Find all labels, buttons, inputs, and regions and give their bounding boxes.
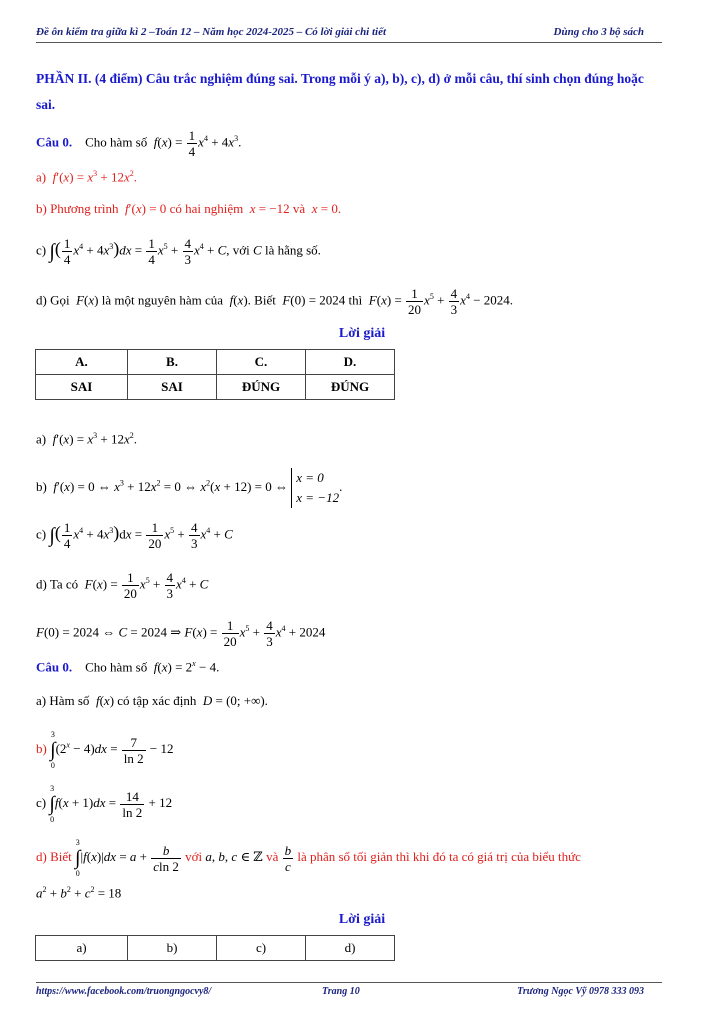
sol1-c-label: c) [36,526,47,542]
q2-option-d: d) Biết 3 ∫ 0|f(x)|dx = a + $\frac{b}{cln 2}$ với a, b, c ∈ ℤ và $\frac{b}{c}$ là phân số tối giản thì khi đó ta có giá trị của biểu thức [36,838,581,878]
q1-c-tail2: là hằng số. [264,242,321,258]
header-divider [36,42,662,43]
q1-c-tail: , với [226,242,250,258]
q1-c-label: c) [36,242,47,258]
q2-a-text: a) Hàm số [36,693,90,708]
q2-c-label: c) [36,794,47,810]
q1-b-and: và [292,201,306,216]
table1-value-b: SAI [128,375,217,400]
q2-b-label: b) [36,740,47,756]
q2-d-mid: với [185,848,203,864]
q2-d-tail: là phân số tối giản thì khi đó ta có giá trị của biểu thức [297,848,581,864]
sol1-d: d) Ta có F(x) = $\frac{1}{20}$ $x^5$ + $\frac{4}{3}$ $x^4 + C$ [36,570,209,601]
q1-b-label: b) Phương trình [36,201,119,216]
q1-option-a: a) $f'(x) = x^3 + 12x^2$. [36,169,138,185]
solution-heading-1: Lời giải [338,326,386,341]
sol1-a: a) $f'(x) = x^3 + 12x^2$. [36,431,138,447]
footer-link[interactable]: https://www.facebook.com/truongngocvy8/ [36,986,212,997]
solution-heading-2: Lời giải [338,912,386,927]
table1-value-d: ĐÚNG [306,375,395,400]
q2-option-c: c) 3 ∫ 0f(x + 1)dx = $\frac{14}{\ln 2}$ + 12 [36,784,173,824]
header-right: Dùng cho 3 bộ sách [553,26,644,38]
q2-option-d-expression: $a^2 + b^2 + c^2 = 18$ [36,885,122,901]
sol1-d-result: F(0) = 2024 ⇔ C = 2024 ⇒ F(x) = $\frac{1}{20}$ $x^5$ + $\frac{4}{3}$ $x^4 + 2024$ [36,618,326,649]
q1-d-mid2: . Biết [247,292,276,308]
table1-value-c: ĐÚNG [217,375,306,400]
table1-value-a: SAI [36,375,128,400]
q2-option-a: a) Hàm số f(x) có tập xác định D = (0; +∞). [36,693,268,708]
sol1-b-label: b) [36,478,47,494]
answer-table-1 [35,349,395,400]
table1-header-d: D. [306,350,395,375]
question-2-stem: Câu 0. Cho hàm số $f(x) = 2^x - 4$. [36,659,220,675]
sol1-c: c) ∫( $\frac{1}{4}$ $x^4 + 4x^3)dx$ = $\frac{1}{20}$ $x^5$ + $\frac{4}{3}$ $x^4 + C$ [36,520,233,551]
question-text: Cho hàm số [85,134,148,150]
table2-header-d: d) [306,936,395,961]
footer-author: Trương Ngọc Vỹ 0978 333 093 [517,986,644,997]
sol1-a-label: a) [36,431,47,447]
header-title: Đề ôn kiểm tra giữa kì 2 –Toán 12 – Năm học 2024-2025 – Có lời giải chi tiết [36,26,387,38]
q1-b-mid: có hai nghiệm [169,201,244,216]
q1-option-c: c) ∫( $\frac{1}{4}$ $x^4 + 4x^3)dx$ = $\frac{1}{4}$ $x^5$ + $\frac{4}{3}$ $x^4 + C$, với C là hằng số. [36,236,321,267]
table1-header-a: A. [36,350,128,375]
sol1-b: b) f′(x) = 0 ⇔ $x^3 + 12x^2 = 0$ ⇔ $x^2(x + 12) = 0$ ⇔ x = 0 x = −12 . [36,468,342,508]
sol1-d-label: d) Ta có [36,576,79,592]
q2-d-label: d) Biết [36,848,72,864]
q1-d-label: d) Gọi [36,292,70,308]
q1-d-then: thì [348,292,363,308]
answer-table-2 [35,935,395,961]
q2-a-mid: có tập xác định [117,693,197,708]
question-label: Câu 0. [36,134,73,150]
table1-header-c: C. [217,350,306,375]
table2-header-a: a) [36,936,128,961]
q1-option-d: d) Gọi F(x) là một nguyên hàm của f(x). Biết F(0) = 2024 thì F(x) = $\frac{1}{20}$ $x^5$ + $\frac{4}{3}$ $x^4 - 2024$. [36,286,514,317]
table2-header-c: c) [217,936,306,961]
part-title: PHẦN II. (4 điểm) Câu trắc nghiệm đúng sai. Trong mỗi ý a), b), c), d) ở mỗi câu, thí sinh chọn đúng hoặc sai. [36,71,644,112]
q1-d-mid: là một nguyên hàm của [101,292,224,308]
q2-option-b: b) 3 ∫ $0(2^x - 4)dx$ = $\frac{7}{\ln 2}$ − 12 [36,730,174,770]
q1-option-b: b) Phương trình f′(x) = 0 có hai nghiệm x = −12 và x = 0. [36,201,342,216]
table2-header-b: b) [128,936,217,961]
question-1-stem: Câu 0. Cho hàm số f(x) = $\frac{1}{4}$ $x^4 + 4x^3$. [36,128,242,159]
q2-d-and: và [266,848,279,864]
question-2-label: Câu 0. [36,659,73,675]
page-number: Trang 10 [322,986,360,997]
table1-header-b: B. [128,350,217,375]
question-2-text: Cho hàm số [85,659,148,675]
footer-divider [36,982,662,983]
q1-a-label: a) [36,169,47,185]
